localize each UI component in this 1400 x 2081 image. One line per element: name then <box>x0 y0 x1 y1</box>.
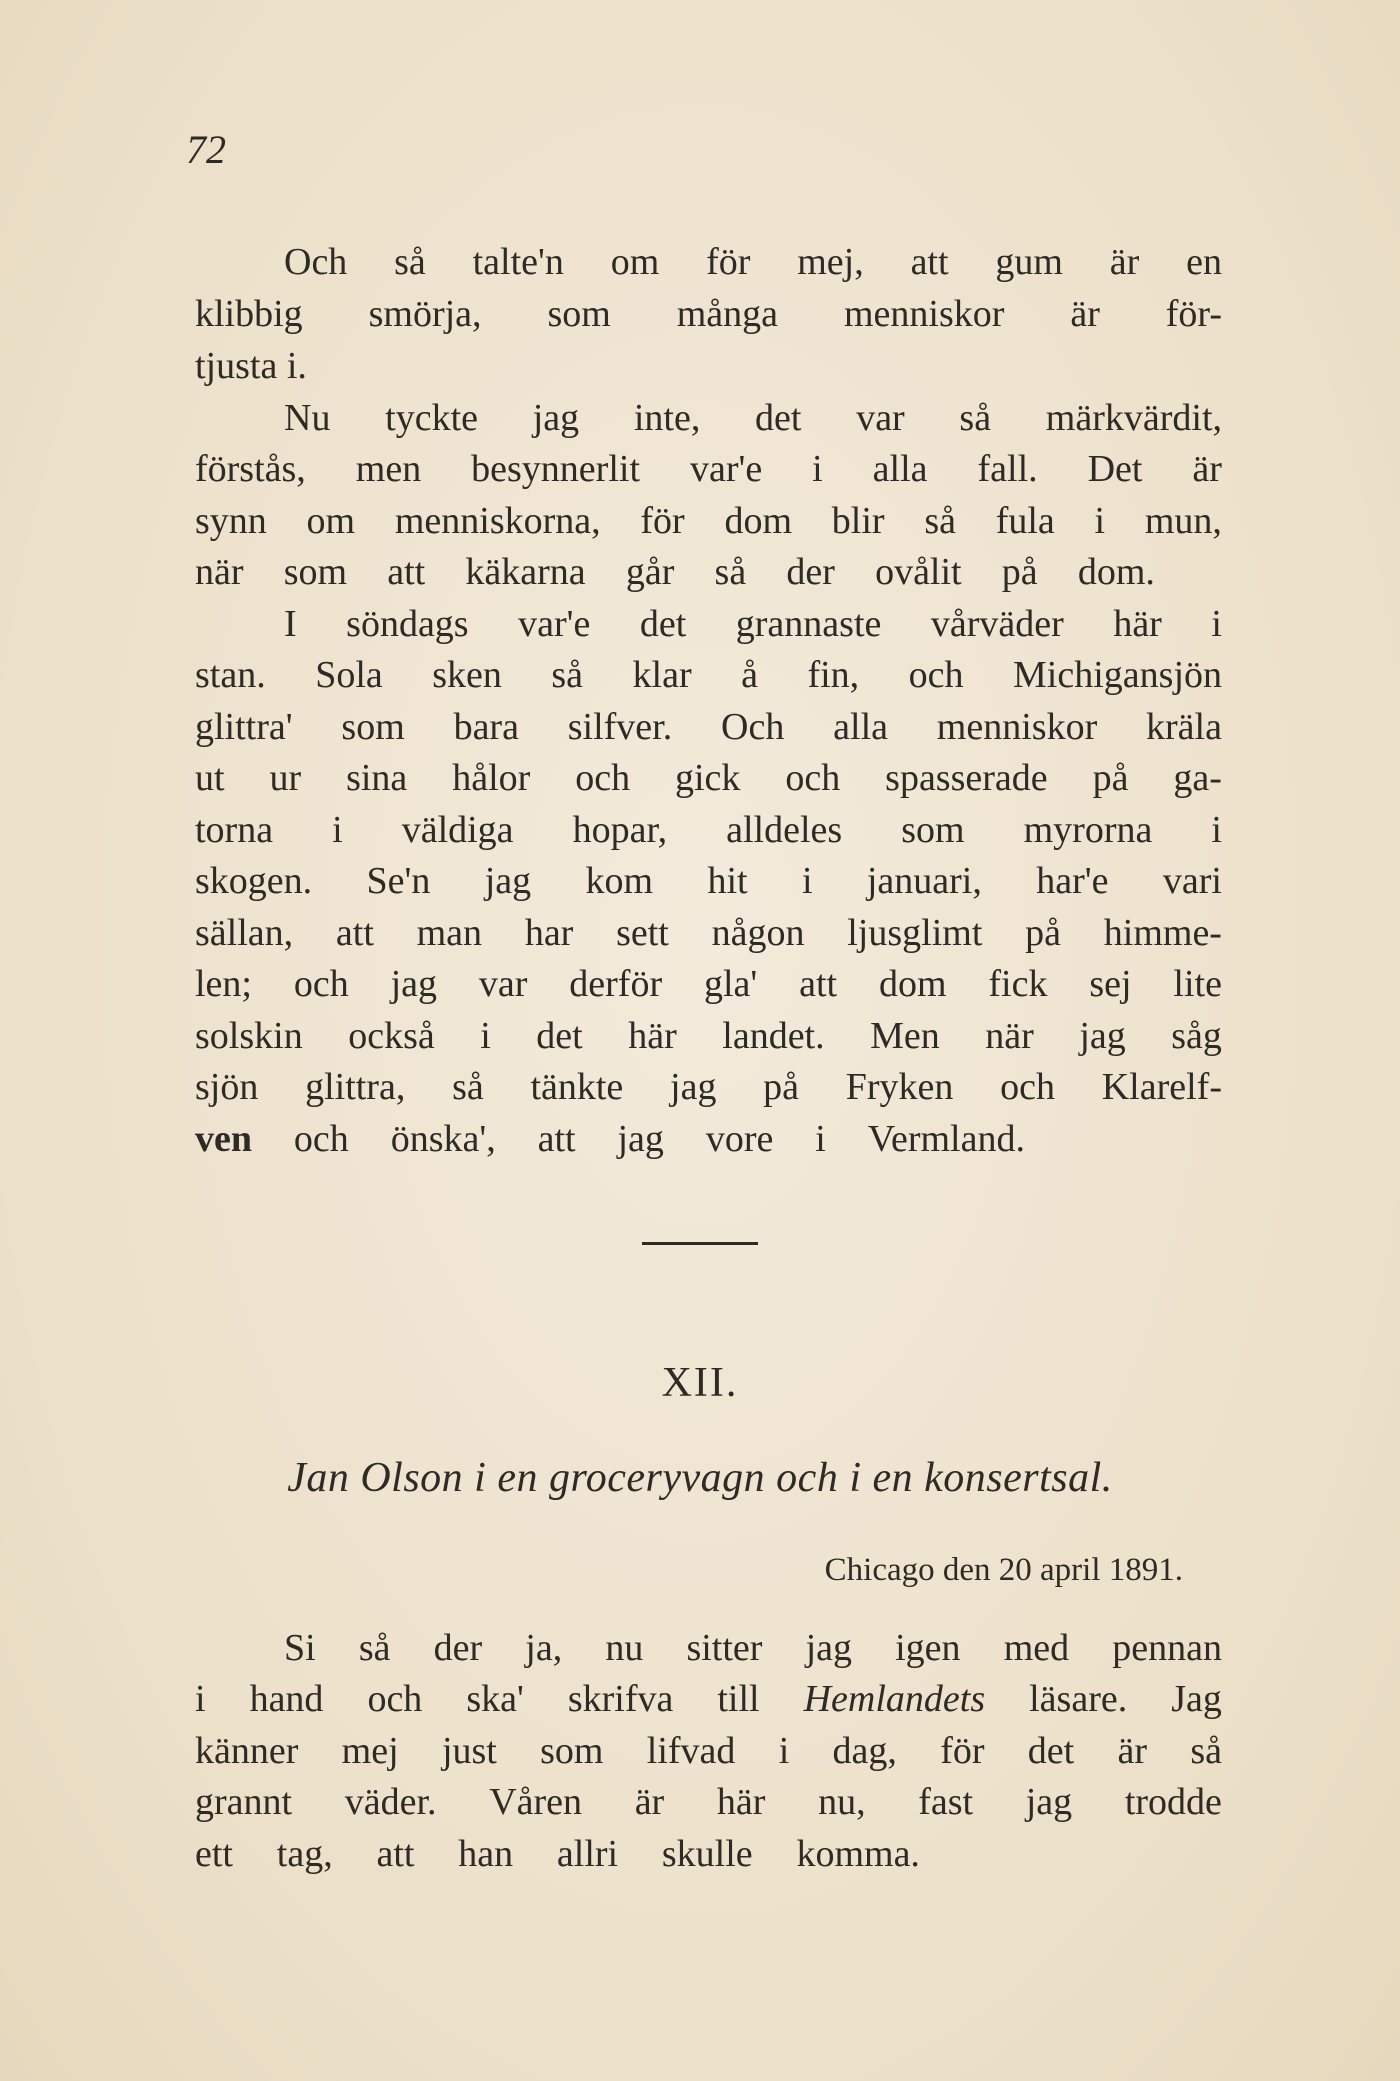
word: tag, <box>276 1833 333 1875</box>
word: ven <box>195 1118 252 1160</box>
word: ska' <box>466 1678 524 1720</box>
text-line <box>195 1113 1025 1165</box>
word: för <box>940 1730 985 1772</box>
word: så <box>924 500 956 542</box>
text-line <box>195 907 1222 959</box>
word: pennan <box>1112 1627 1222 1669</box>
word: menniskor <box>936 706 1098 748</box>
word: går <box>625 551 675 593</box>
word: i <box>815 1118 826 1160</box>
word: Fryken <box>845 1066 954 1108</box>
text-line <box>195 855 1222 907</box>
word: Se'n <box>366 860 431 902</box>
word: väder. <box>344 1781 437 1823</box>
word: vore <box>705 1118 774 1160</box>
word: det <box>639 603 687 645</box>
chapter-title: Jan Olson i en groceryvagn och i en konsertsal. <box>287 1455 1113 1501</box>
word: så <box>394 241 426 283</box>
text-line <box>284 1622 1222 1674</box>
word: att <box>335 912 374 954</box>
word: och <box>908 654 964 696</box>
word: igen <box>895 1627 961 1669</box>
word: jag <box>805 1627 852 1669</box>
word: att <box>910 241 949 283</box>
word: såg <box>1171 1015 1222 1057</box>
word: sitter <box>686 1627 763 1669</box>
chapter-number: XII. <box>661 1360 739 1406</box>
word: ur <box>269 757 302 799</box>
word: sken <box>432 654 502 696</box>
word: Si <box>284 1627 316 1669</box>
text-line <box>195 1673 1222 1725</box>
word: Det <box>1087 448 1143 490</box>
word: läsare. <box>1029 1678 1128 1720</box>
word: mun, <box>1144 500 1222 542</box>
word: en <box>1186 241 1222 283</box>
word: alla <box>833 706 888 748</box>
word: å <box>741 654 758 696</box>
word: fast <box>918 1781 974 1823</box>
page-number: 72 <box>186 127 226 172</box>
word: vari <box>1162 860 1222 902</box>
word: som <box>540 1730 604 1772</box>
text-line <box>284 236 1222 288</box>
word: dom. <box>1077 551 1155 593</box>
word: på <box>1001 551 1038 593</box>
word: silfver. <box>567 706 673 748</box>
word: med <box>1003 1627 1070 1669</box>
word: jag <box>1079 1015 1126 1057</box>
word: just <box>441 1730 497 1772</box>
word: Men <box>870 1015 940 1057</box>
word: besynnerlit <box>471 448 641 490</box>
word: nu, <box>818 1781 866 1823</box>
word: skrifva <box>567 1678 674 1720</box>
word: man <box>416 912 483 954</box>
word: ovålit <box>875 551 962 593</box>
word: himme- <box>1103 912 1222 954</box>
word: ut <box>195 757 225 799</box>
text-line <box>195 701 1222 753</box>
word: och <box>575 757 631 799</box>
word: jag <box>670 1066 717 1108</box>
word: är <box>1117 1730 1148 1772</box>
word: glittra, <box>305 1066 406 1108</box>
word: kom <box>585 860 654 902</box>
word: lifvad <box>646 1730 736 1772</box>
word: när <box>985 1015 1034 1057</box>
word: sett <box>616 912 669 954</box>
word: sej <box>1089 963 1132 1005</box>
word: lite <box>1173 963 1222 1005</box>
word: att <box>537 1118 576 1160</box>
word: myrorna <box>1023 809 1153 851</box>
word: till <box>717 1678 760 1720</box>
word: skogen. <box>195 860 313 902</box>
text-line <box>195 340 1222 392</box>
word: käkarna <box>465 551 586 593</box>
word: jag <box>1025 1781 1073 1823</box>
text-line <box>195 1061 1222 1113</box>
word: Hemlandets <box>803 1678 986 1720</box>
word: hit <box>707 860 748 902</box>
word: gum <box>995 241 1063 283</box>
word: är <box>634 1781 665 1823</box>
word: på <box>1025 912 1062 954</box>
word: klibbig <box>195 293 303 335</box>
text-line <box>195 1828 920 1880</box>
word: ga- <box>1173 757 1222 799</box>
word: så <box>714 551 747 593</box>
word: Våren <box>489 1781 583 1823</box>
dateline: Chicago den 20 april 1891. <box>824 1552 1183 1588</box>
word: Nu <box>284 397 331 439</box>
word: som <box>901 809 965 851</box>
word: i <box>480 1015 491 1057</box>
word: i. <box>286 345 307 387</box>
word: gla' <box>703 963 758 1005</box>
word: är <box>1192 448 1222 490</box>
word: önska', <box>390 1118 496 1160</box>
word: hålor <box>452 757 531 799</box>
word: alla <box>872 448 928 490</box>
word: är <box>1109 241 1140 283</box>
word: Jag <box>1171 1678 1222 1720</box>
word: jag <box>484 860 532 902</box>
word: gick <box>675 757 741 799</box>
word: smörja, <box>368 293 482 335</box>
text-line <box>195 804 1222 856</box>
word: Sola <box>315 654 383 696</box>
word: att <box>376 1833 415 1875</box>
word: i <box>812 448 823 490</box>
word: för- <box>1165 293 1222 335</box>
word: i <box>195 1678 206 1720</box>
word: stan. <box>195 654 266 696</box>
word: det <box>536 1015 583 1057</box>
word: talte'n <box>472 241 564 283</box>
word: dom <box>724 500 793 542</box>
word: tyckte <box>385 397 479 439</box>
word: om <box>610 241 660 283</box>
word: i <box>332 809 343 851</box>
word: om <box>306 500 356 542</box>
word: det <box>1027 1730 1075 1772</box>
word: och <box>785 757 841 799</box>
word: och <box>367 1678 423 1720</box>
word: på <box>763 1066 800 1108</box>
word: fick <box>988 963 1048 1005</box>
word: här <box>716 1781 766 1823</box>
word: Och <box>721 706 785 748</box>
word: tänkte <box>530 1066 624 1108</box>
word: så <box>452 1066 484 1108</box>
word: väldiga <box>401 809 514 851</box>
word: i <box>1094 500 1106 542</box>
text-line <box>195 495 1222 547</box>
word: många <box>676 293 779 335</box>
word: när <box>195 551 244 593</box>
word: skulle <box>661 1833 753 1875</box>
text-line <box>195 1725 1222 1777</box>
word: grannaste <box>735 603 882 645</box>
word: och <box>293 963 349 1005</box>
word: sina <box>346 757 408 799</box>
word: landet. <box>722 1015 825 1057</box>
word: allri <box>556 1833 619 1875</box>
word: synn <box>195 500 267 542</box>
word: och <box>1000 1066 1056 1108</box>
text-line <box>195 546 1155 598</box>
word: der <box>433 1627 483 1669</box>
word: ja, <box>525 1627 563 1669</box>
word: Vermland. <box>867 1118 1025 1160</box>
word: här <box>628 1015 677 1057</box>
text-line <box>195 1776 1222 1828</box>
text-line <box>195 1010 1222 1062</box>
word: sällan, <box>195 912 294 954</box>
word: är <box>1070 293 1100 335</box>
word: det <box>755 397 802 439</box>
word: för <box>640 500 685 542</box>
word: menniskorna, <box>394 500 601 542</box>
word: förstås, <box>195 448 306 490</box>
text-line <box>284 392 1222 444</box>
word: har'e <box>1036 860 1109 902</box>
word: komma. <box>796 1833 920 1875</box>
word: kräla <box>1146 706 1222 748</box>
word: på <box>1092 757 1129 799</box>
word: len; <box>195 963 252 1005</box>
word: dom <box>878 963 947 1005</box>
word: fall. <box>977 448 1038 490</box>
word: och <box>293 1118 349 1160</box>
text-line <box>195 752 1222 804</box>
word: var'e <box>518 603 591 645</box>
word: var'e <box>689 448 763 490</box>
word: men <box>355 448 422 490</box>
word: sjön <box>195 1066 259 1108</box>
word: någon <box>711 912 805 954</box>
word: klar <box>632 654 692 696</box>
word: jag <box>390 963 438 1005</box>
word: mej, <box>797 241 864 283</box>
word: att <box>387 551 426 593</box>
word: så <box>1190 1730 1222 1772</box>
word: så <box>551 654 584 696</box>
word: söndags <box>346 603 469 645</box>
word: derför <box>569 963 663 1005</box>
word: blir <box>831 500 885 542</box>
text-line <box>195 288 1222 340</box>
word: ett <box>195 1833 233 1875</box>
word: fin, <box>807 654 860 696</box>
word: glittra' <box>195 706 293 748</box>
word: jag <box>532 397 580 439</box>
text-line <box>195 443 1222 495</box>
word: känner <box>195 1730 299 1772</box>
word: Och <box>284 241 348 283</box>
word: som <box>283 551 348 593</box>
word: fula <box>995 500 1055 542</box>
word: har <box>524 912 574 954</box>
word: vårväder <box>930 603 1064 645</box>
word: der <box>786 551 835 593</box>
word: jag <box>617 1118 664 1160</box>
word: alldeles <box>726 809 843 851</box>
word: märkvärdit, <box>1045 397 1222 439</box>
word: tjusta <box>195 345 278 387</box>
word: grannt <box>195 1781 293 1823</box>
word: som <box>341 706 405 748</box>
word: ljusglimt <box>847 912 983 954</box>
word: att <box>799 963 838 1005</box>
word: i <box>1211 603 1222 645</box>
word: nu <box>605 1627 644 1669</box>
text-line <box>195 649 1222 701</box>
word: januari, <box>866 860 982 902</box>
word: för <box>706 241 751 283</box>
word: var <box>478 963 528 1005</box>
word: hopar, <box>572 809 668 851</box>
word: Klarelf- <box>1101 1066 1222 1108</box>
word: i <box>778 1730 790 1772</box>
word: inte, <box>633 397 701 439</box>
word: han <box>458 1833 514 1875</box>
word: spasserade <box>885 757 1048 799</box>
text-line <box>284 598 1222 650</box>
word: mej <box>341 1730 399 1772</box>
word: som <box>547 293 611 335</box>
word: så <box>358 1627 391 1669</box>
word: dag, <box>832 1730 897 1772</box>
word: i <box>801 860 813 902</box>
word: menniskor <box>843 293 1005 335</box>
section-divider <box>642 1242 758 1245</box>
word: torna <box>195 809 274 851</box>
word: I <box>284 603 297 645</box>
word: i <box>1211 809 1222 851</box>
word: Michigansjön <box>1013 654 1222 696</box>
word: solskin <box>195 1015 303 1057</box>
word: också <box>348 1015 435 1057</box>
word: hand <box>249 1678 324 1720</box>
word: bara <box>453 706 519 748</box>
word: trodde <box>1124 1781 1222 1823</box>
word: här <box>1113 603 1162 645</box>
word: var <box>856 397 905 439</box>
text-line <box>195 958 1222 1010</box>
word: så <box>959 397 992 439</box>
